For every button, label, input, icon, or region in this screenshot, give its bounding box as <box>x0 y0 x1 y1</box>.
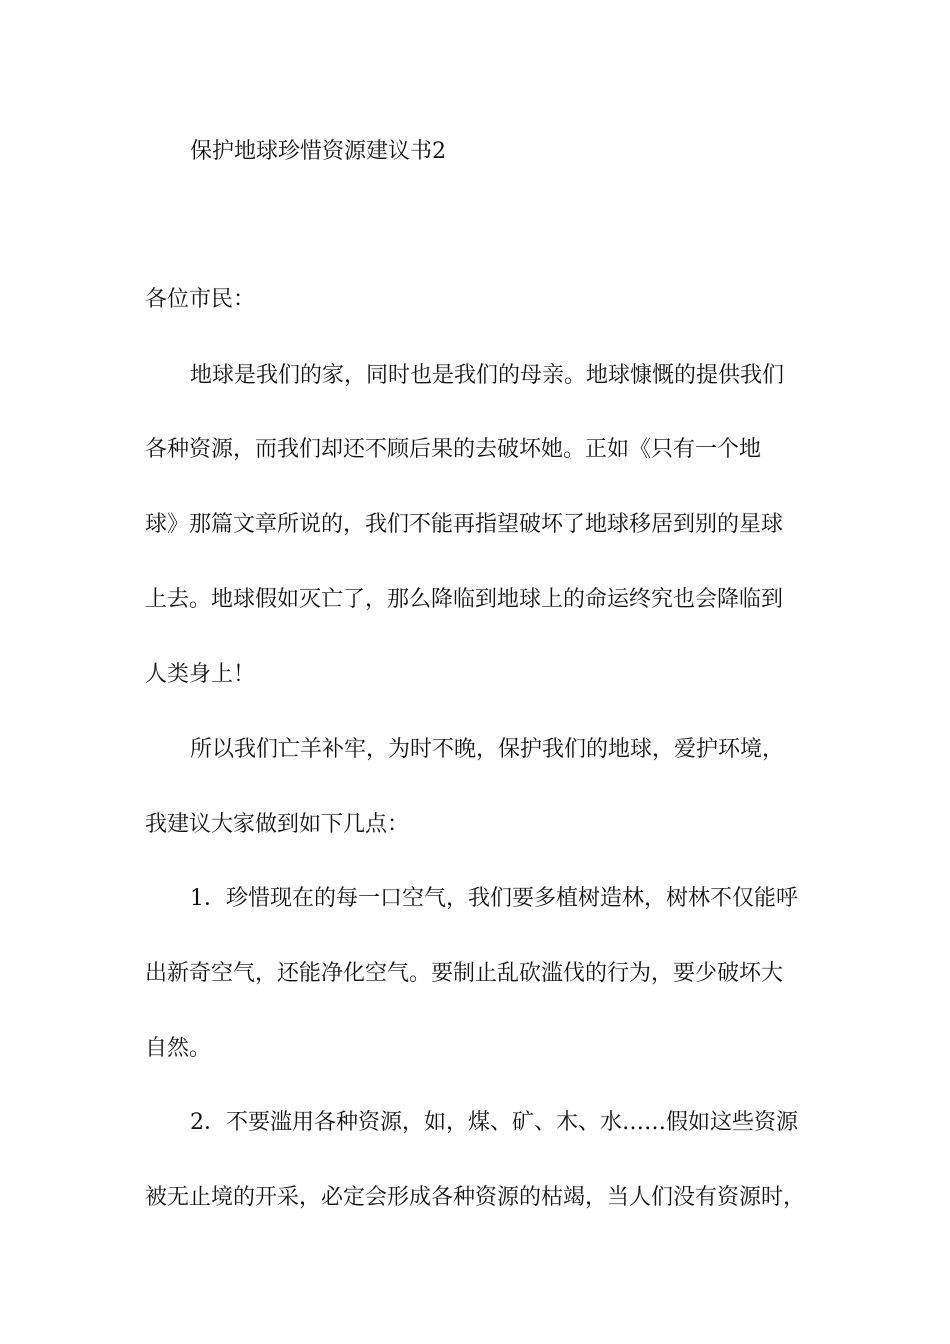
document-title: 保护地球珍惜资源建议书2 <box>190 139 446 164</box>
paragraph-line: 地球是我们的家，同时也是我们的母亲。地球慷慨的提供我们 <box>190 363 785 388</box>
paragraph-line: 所以我们亡羊补牢，为时不晚，保护我们的地球，爱护环境， <box>190 737 785 762</box>
paragraph-line: 1．珍惜现在的每一口空气，我们要多植树造林，树林不仅能呼 <box>190 886 798 911</box>
paragraph-line: 人类身上！ <box>145 662 256 687</box>
paragraph-line: 2．不要滥用各种资源，如，煤、矿、木、水……假如这些资源 <box>190 1110 798 1135</box>
paragraph-line: 上去。地球假如灭亡了，那么降临到地球上的命运终究也会降临到 <box>145 587 784 612</box>
salutation: 各位市民： <box>145 287 256 312</box>
paragraph-line: 我建议大家做到如下几点： <box>145 812 410 837</box>
paragraph-line: 各种资源，而我们却还不顾后果的去破坏她。正如《只有一个地 <box>145 437 762 462</box>
paragraph-line: 被无止境的开采，必定会形成各种资源的枯竭，当人们没有资源时， <box>145 1185 806 1210</box>
paragraph-line: 球》那篇文章所说的，我们不能再指望破坏了地球移居到别的星球 <box>145 512 784 537</box>
paragraph-line: 出新奇空气，还能净化空气。要制止乱砍滥伐的行为，要少破坏大 <box>145 961 784 986</box>
paragraph-line: 自然。 <box>145 1036 212 1061</box>
